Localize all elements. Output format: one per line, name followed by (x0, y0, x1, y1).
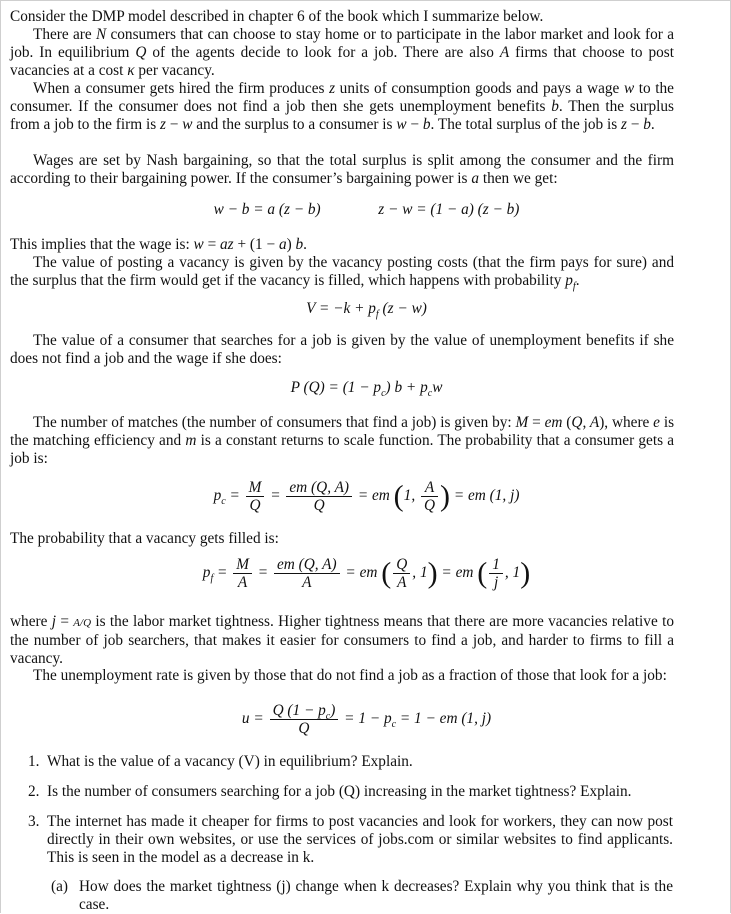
paragraph-4: This implies that the wage is: w = az + (1 − a) b. (10, 236, 307, 253)
intro-line: Consider the DMP model described in chapter 6 of the book which I summarize below. (10, 8, 544, 25)
equation-pf: $p_f$ = $\frac{M}{A}$ = $\frac{em (Q, A)}{A}$ = em ( $\frac{Q}{A}$ , 1) = em ( $\frac{1}{j}$ , 1) (202, 556, 531, 591)
question-3-number: 3. (28, 813, 40, 830)
equation-pc: $p_c$ = $\frac{M}{Q}$ = $\frac{em (Q, A)}{Q}$ = em (1, $\frac{A}{Q}$ ) = em (1, j) (213, 479, 520, 514)
equation-vacancy-value: $V = -k + p_f$ (z − w) (306, 300, 427, 321)
question-1-number: 1. (28, 753, 40, 770)
paragraph-2: When a consumer gets hired the firm produces z units of consumption goods and pays a wage w to the consumer. If the consumer does not find a job then she gets unemployment benefits b. Then the surplus from a job to the firm is z − w and the surplus to a consumer is w − b. The total surplus of the job is z − b. (10, 80, 674, 133)
paragraph-8: The probability that a vacancy gets filled is: (10, 530, 279, 547)
equation-1b: z − w = (1 − a) (z − b) (378, 201, 520, 218)
paragraph-9: where j = A/Q is the labor market tightness. Higher tightness means that there are more vacancies relative to the number of job searchers, that makes it easier for consumers to find a job, and harder to firms to fill a vacancy. (10, 613, 674, 667)
paragraph-5: The value of posting a vacancy is given by the vacancy posting costs (that the firm pays for sure) and the surplus that the firm would get if the vacancy is filled, which happens with probability $p_f$. (10, 254, 674, 293)
equation-1a: w − b = a (z − b) (213, 201, 321, 218)
equation-unemployment: u = $\frac{Q (1 - p_c)}{Q}$ = $1 - p_c = 1$ − em (1, j) (241, 702, 492, 737)
question-2: Is the number of consumers searching for a job (Q) increasing in the market tightness? Explain. (47, 783, 632, 800)
equation-consumer-value: P $(Q) = (1 - p_c)$ $b + p_cw$ (290, 379, 443, 400)
question-1: What is the value of a vacancy (V) in equilibrium? Explain. (47, 753, 413, 770)
subquestion-a: How does the market tightness (j) change when k decreases? Explain why you think that is the case. (79, 878, 673, 913)
paragraph-3: Wages are set by Nash bargaining, so that the total surplus is split among the consumer and the firm according to their bargaining power. If the consumer’s bargaining power is a then we get: (10, 152, 674, 187)
equation-nash-bargaining (1, 201, 731, 219)
question-2-number: 2. (28, 783, 40, 800)
paragraph-7: The number of matches (the number of consumers that find a job) is given by: M = em (Q, A), where e is the matching efficiency and m is a constant returns to scale function. The probability that a consumer gets a job is: (10, 414, 675, 467)
question-3: The internet has made it cheaper for firms to post vacancies and look for workers, they can now post directly in their own websites, or use the services of jobs.com or similar websites to find applicants. This is seen in the model as a decrease in k. (47, 813, 673, 866)
paragraph-1: There are N consumers that can choose to stay home or to participate in the labor market and look for a job. In equilibrium Q of the agents decide to look for a job. There are also A firms that choose to post vacancies at a cost κ per vacancy. (10, 26, 674, 79)
subquestion-a-label: (a) (51, 878, 68, 895)
paragraph-6: The value of a consumer that searches for a job is given by the value of unemployment benefits if she does not find a job and the wage if she does: (10, 332, 674, 367)
paragraph-10: The unemployment rate is given by those that do not find a job as a fraction of those that look for a job: (33, 667, 667, 684)
